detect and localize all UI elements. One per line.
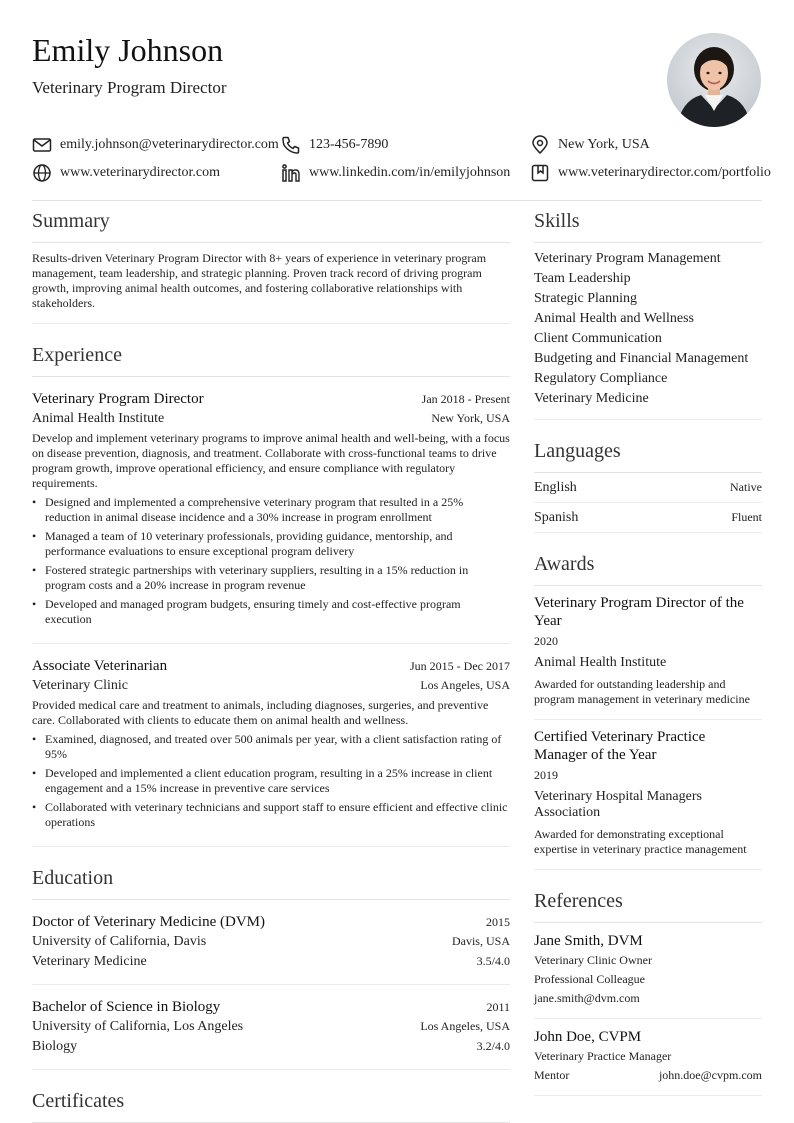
references-heading: References [534,888,762,923]
job-organization: Veterinary Clinic [32,678,129,693]
globe-icon [32,163,52,183]
skill-item: Strategic Planning [534,291,638,306]
achievement-item: • Developed and managed program budgets, ensuring timely and cost-effective program execution [32,597,510,627]
linkedin-text: www.linkedin.com/in/emilyjohnson [309,165,511,180]
language-level: Native [730,480,762,494]
job-description: Provided medical care and treatment to animals, including diagnoses, surgeries, and preventive care. Collaborated with clients to educate them on animal health and wellness. [32,698,489,727]
achievement-item: • Managed a team of 10 veterinary professionals, providing guidance, mentorship, and performance evaluations to ensure exceptional program delivery [32,529,510,559]
degree: Bachelor of Science in Biology [32,999,221,1015]
portfolio-icon [530,163,550,183]
field-of-study: Biology [32,1039,78,1054]
contact-portfolio[interactable] [530,163,771,183]
job-location: New York, USA [431,411,510,425]
reference-position: Veterinary Practice Manager [534,1049,672,1063]
achievement-item: • Developed and implemented a client education program, resulting in a 25% increase in client engagement and a 15% increase in preventive care services [32,766,510,796]
skills-list [534,243,762,420]
job-entry [32,377,510,644]
language-name: Spanish [534,510,579,525]
school: University of California, Los Angeles [32,1019,244,1034]
experience-section [32,342,510,847]
award-title: Certified Veterinary Practice Manager of the Year [534,729,706,763]
candidate-title: Veterinary Program Director [32,78,227,97]
skill-item: Client Communication [534,331,662,346]
job-description: Develop and implement veterinary programs to improve animal health and well-being, with a focus on disease prevention, diagnosis, and treatment. Collaborate with cross-functional teams to drive program growth, improve operational efficiency, and ensure compliance with regulatory requirements. [32,431,510,490]
reference-name: John Doe, CVPM [534,1029,642,1045]
education-entry [32,900,510,985]
right-column [534,208,762,1096]
reference-position: Veterinary Clinic Owner [534,953,652,967]
skill-item: Regulatory Compliance [534,371,668,386]
field-of-study: Veterinary Medicine [32,954,147,969]
job-title: Associate Veterinarian [32,658,168,674]
contact-phone[interactable] [281,135,388,155]
summary-section [32,208,510,324]
achievement-item: • Collaborated with veterinary technicians and support staff to ensure efficient and effective clinic operations [32,800,510,830]
job-organization: Animal Health Institute [32,411,165,426]
achievement-item: • Examined, diagnosed, and treated over 500 animals per year, with a client satisfaction rating of 95% [32,732,510,762]
candidate-name: Emily Johnson [32,32,224,68]
school-location: Davis, USA [451,934,510,948]
award-title: Veterinary Program Director of the Year [534,595,744,629]
languages-heading: Languages [534,438,762,473]
skill-item: Veterinary Program Management [534,251,721,266]
award-organization: Animal Health Institute [534,655,667,670]
location-pin-icon [530,135,550,155]
mail-icon [32,135,52,155]
phone-icon [281,135,301,155]
experience-heading: Experience [32,342,510,377]
graduation-year: 2015 [486,915,510,929]
language-name: English [534,480,577,495]
school-location: Los Angeles, USA [420,1019,510,1033]
award-organization: Veterinary Hospital Managers Association [534,789,702,820]
skills-section [534,208,762,420]
certificates-section [32,1088,510,1123]
education-entry [32,985,510,1070]
summary-heading: Summary [32,208,510,243]
contact-linkedin[interactable] [281,163,510,183]
awards-section [534,551,762,870]
education-section [32,865,510,1070]
skill-item: Budgeting and Financial Management [534,351,749,366]
language-level: Fluent [731,510,762,524]
reference-email[interactable]: jane.smith@dvm.com [534,991,640,1005]
degree: Doctor of Veterinary Medicine (DVM) [32,914,265,930]
job-achievements [32,495,510,627]
languages-section [534,438,762,533]
reference-entry [534,923,762,1019]
skill-item: Veterinary Medicine [534,391,649,406]
awards-heading: Awards [534,551,762,586]
gpa: 3.2/4.0 [476,1039,510,1053]
award-entry [534,586,762,720]
resume-header [32,30,226,98]
award-description: Awarded for outstanding leadership and program management in veterinary medicine [534,677,750,706]
job-date: Jun 2015 - Dec 2017 [410,659,510,673]
reference-relation: Professional Colleague [534,972,645,986]
website-text: www.veterinarydirector.com [60,165,221,180]
profile-photo-image [667,33,761,127]
achievement-item: • Fostered strategic partnerships with veterinary suppliers, resulting in a 15% reduction in program costs and a 20% increase in program revenue [32,563,510,593]
reference-email[interactable]: john.doe@cvpm.com [658,1068,762,1082]
education-heading: Education [32,865,510,900]
contact-website[interactable] [32,163,220,183]
header-divider [32,200,762,201]
award-year: 2020 [534,634,558,648]
skill-item: Animal Health and Wellness [534,311,694,326]
summary-text: Results-driven Veterinary Program Director with 8+ years of experience in veterinary program management, team leadership, and strategic planning. Proven track record of driving program growth, improving animal health outcomes, and fostering collaborative relationships with stakeholders. [32,251,487,310]
profile-photo [667,33,761,127]
phone-text: 123-456-7890 [309,137,389,152]
award-description: Awarded for demonstrating exceptional expertise in veterinary practice management [534,827,747,856]
left-column [32,208,510,1123]
language-item [534,503,762,533]
graduation-year: 2011 [486,1000,510,1014]
reference-name: Jane Smith, DVM [534,933,643,949]
location-text: New York, USA [558,137,650,152]
gpa: 3.5/4.0 [476,954,510,968]
achievement-item: • Designed and implemented a comprehensive veterinary program that resulted in a 25% reduction in animal disease incidence and a 30% increase in program enrollment [32,495,510,525]
job-entry [32,644,510,847]
certificates-heading: Certificates [32,1088,510,1123]
contact-email[interactable] [32,135,279,155]
job-achievements [32,732,510,830]
award-year: 2019 [534,768,558,782]
language-item [534,473,762,503]
reference-relation: Mentor [534,1068,570,1082]
award-entry [534,720,762,870]
references-section [534,888,762,1096]
school: University of California, Davis [32,934,207,949]
job-location: Los Angeles, USA [420,678,510,692]
contact-location [530,135,650,155]
email-text: emily.johnson@veterinarydirector.com [60,137,279,152]
linkedin-icon [281,163,301,183]
job-title: Veterinary Program Director [32,391,204,407]
skill-item: Team Leadership [534,271,631,286]
job-date: Jan 2018 - Present [421,392,510,406]
reference-entry [534,1019,762,1096]
skills-heading: Skills [534,208,762,243]
portfolio-text: www.veterinarydirector.com/portfolio [558,165,771,180]
